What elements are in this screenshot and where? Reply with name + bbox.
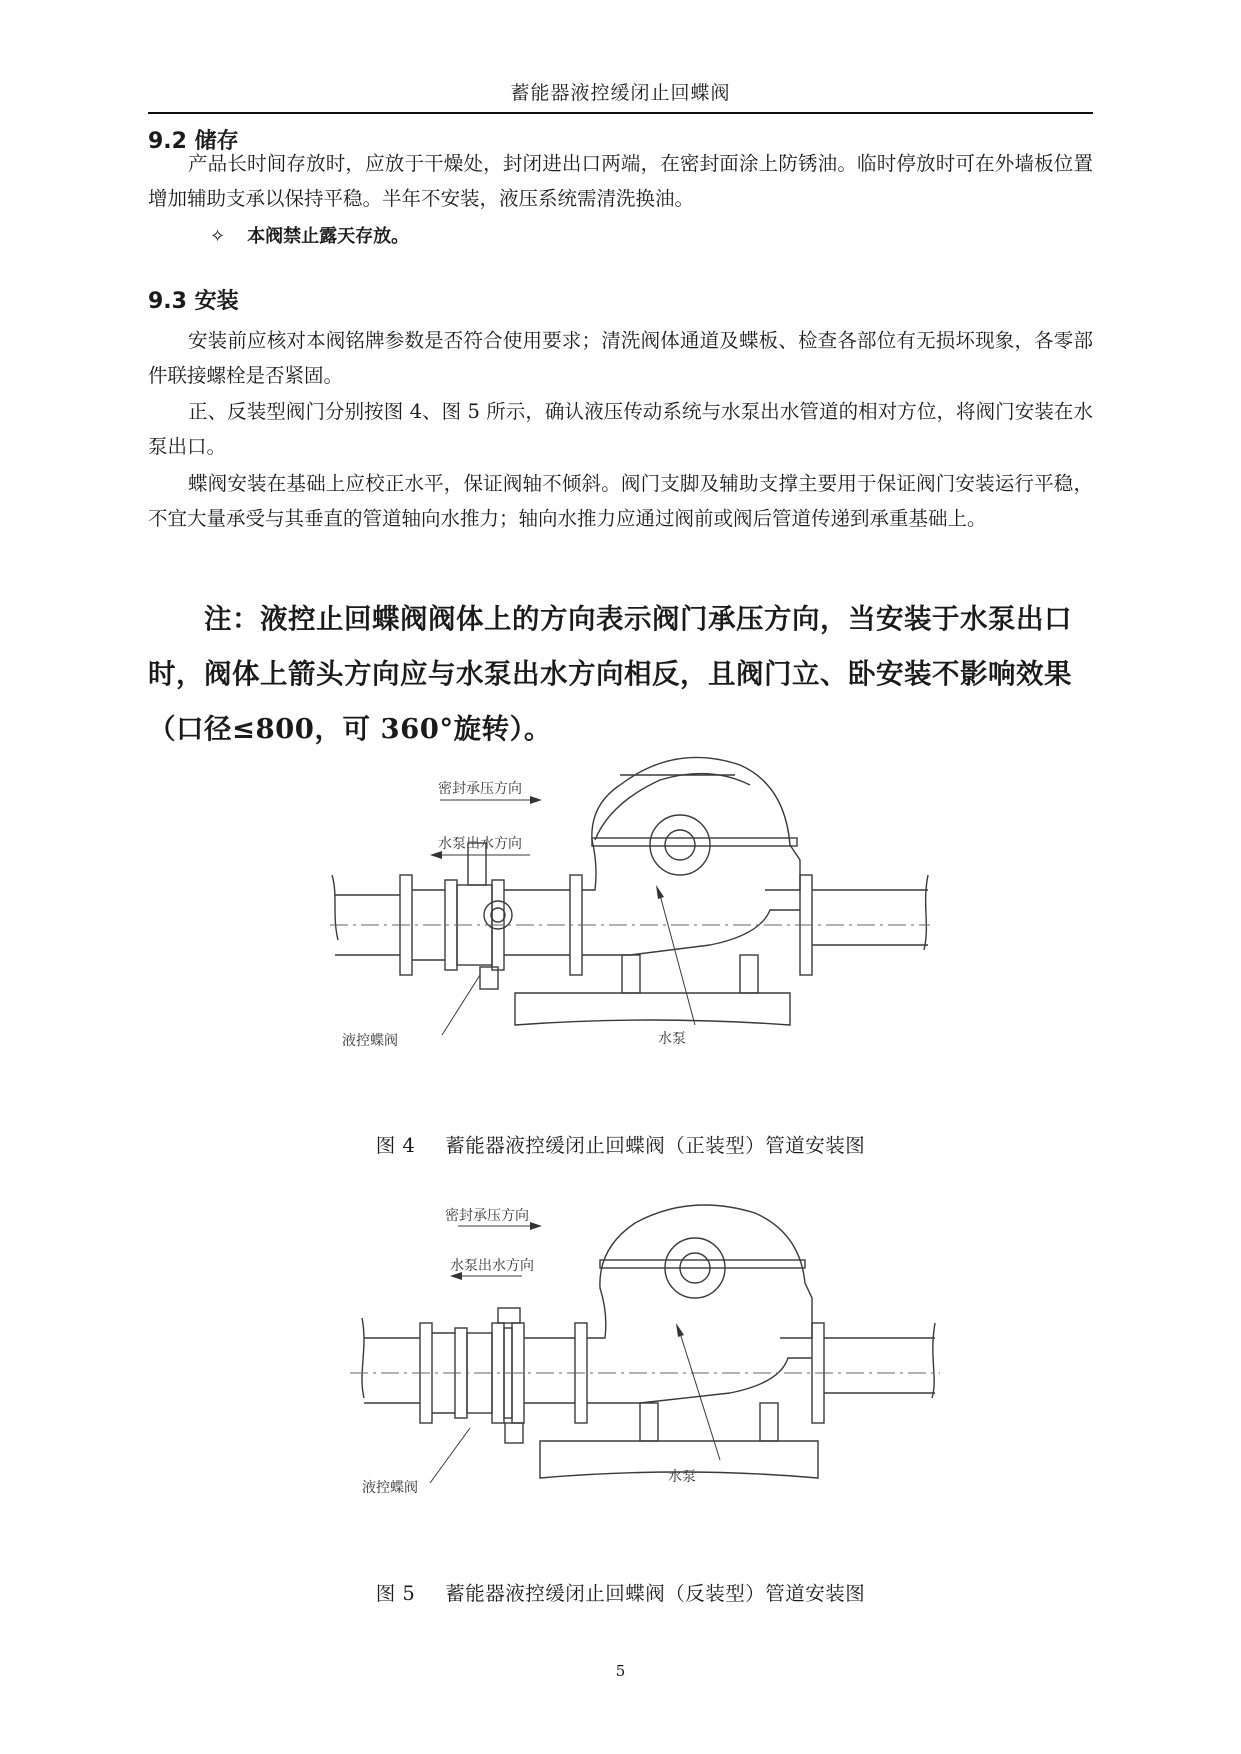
figure-4-number: 图 4 [375, 1134, 416, 1157]
storage-note [210, 222, 409, 248]
pump-leg [640, 1403, 658, 1441]
pump-leg [622, 955, 640, 993]
pump-leg [740, 955, 758, 993]
pump-base [515, 993, 790, 1025]
fig4-flow-label: 水泵出水方向 [438, 836, 522, 852]
fig4-pump-label: 水泵 [658, 1031, 686, 1047]
fig4-valve-label: 液控蝶阀 [342, 1033, 398, 1049]
arrowhead [530, 1222, 542, 1230]
install-paragraph-2: 正、反装型阀门分别按图 4、图 5 所示，确认液压传动系统与水泵出水管道的相对方位，将阀门安装在水泵出口。 [148, 400, 1093, 458]
diamond-star-icon: ✧ [210, 226, 226, 247]
fig5-valve-label: 液控蝶阀 [362, 1480, 418, 1496]
pipe-break-left [332, 875, 338, 940]
fig5-seal-label: 密封承压方向 [445, 1208, 529, 1224]
install-paragraph-3: 蝶阀安装在基础上应校正水平，保证阀轴不倾斜。阀门支脚及辅助支撑主要用于保证阀门安装运行平稳，不宜大量承受与其垂直的管道轴向水推力；轴向水推力应通过阀前或阀后管道传递到承重基础上。 [148, 472, 1093, 530]
figure-4-drawing [330, 745, 930, 1115]
important-note: 注：液控止回蝶阀阀体上的方向表示阀门承压方向，当安装于水泵出口时，阀体上箭头方向应与水泵出水方向相反，且阀门立、卧安装不影响效果（口径≤800，可 360°旋转）。 [148, 603, 1072, 745]
pump-split-line [600, 1260, 805, 1268]
figure-5-number: 图 5 [375, 1582, 416, 1605]
section-heading-installation: 9.3 安装 [148, 289, 239, 314]
pipe-break-right [924, 875, 928, 950]
fig5-pump-label: 水泵 [668, 1469, 696, 1485]
actuator [498, 1308, 520, 1323]
pump-leg [760, 1403, 778, 1441]
figure-5-caption-text: 蓄能器液控缓闭止回蝶阀（反装型）管道安装图 [445, 1582, 866, 1605]
storage-note-text: 本阀禁止露天存放。 [247, 226, 410, 247]
pipe-break-left [362, 1318, 364, 1398]
install-paragraph-1: 安装前应核对本阀铭牌参数是否符合使用要求；清洗阀体通道及蝶板、检查各部位有无损坏现象，各零部件联接螺栓是否紧固。 [148, 329, 1093, 387]
section-heading-storage: 9.2 储存 [148, 129, 239, 154]
valve-foot [505, 1423, 523, 1443]
figure-5-drawing [350, 1198, 940, 1578]
fig5-flow-label: 水泵出水方向 [450, 1258, 534, 1274]
running-header: 蓄能器液控缓闭止回蝶阀 [510, 82, 731, 104]
fig4-seal-label: 密封承压方向 [438, 781, 522, 797]
arrowhead [530, 796, 542, 804]
arrowhead [430, 851, 442, 859]
pipe-break-right [932, 1323, 935, 1398]
page-number: 5 [615, 1662, 626, 1680]
storage-paragraph: 产品长时间存放时，应放于干燥处，封闭进出口两端，在密封面涂上防锈油。临时停放时可在外墙板位置增加辅助支承以保持平稳。半年不安装，液压系统需清洗换油。 [148, 152, 1093, 210]
figure-4-caption [148, 1130, 1093, 1158]
pump-impeller [650, 815, 710, 875]
figure-4-caption-text: 蓄能器液控缓闭止回蝶阀（正装型）管道安装图 [445, 1134, 866, 1157]
header-rule [148, 112, 1093, 114]
figure-5-caption [148, 1578, 1093, 1606]
